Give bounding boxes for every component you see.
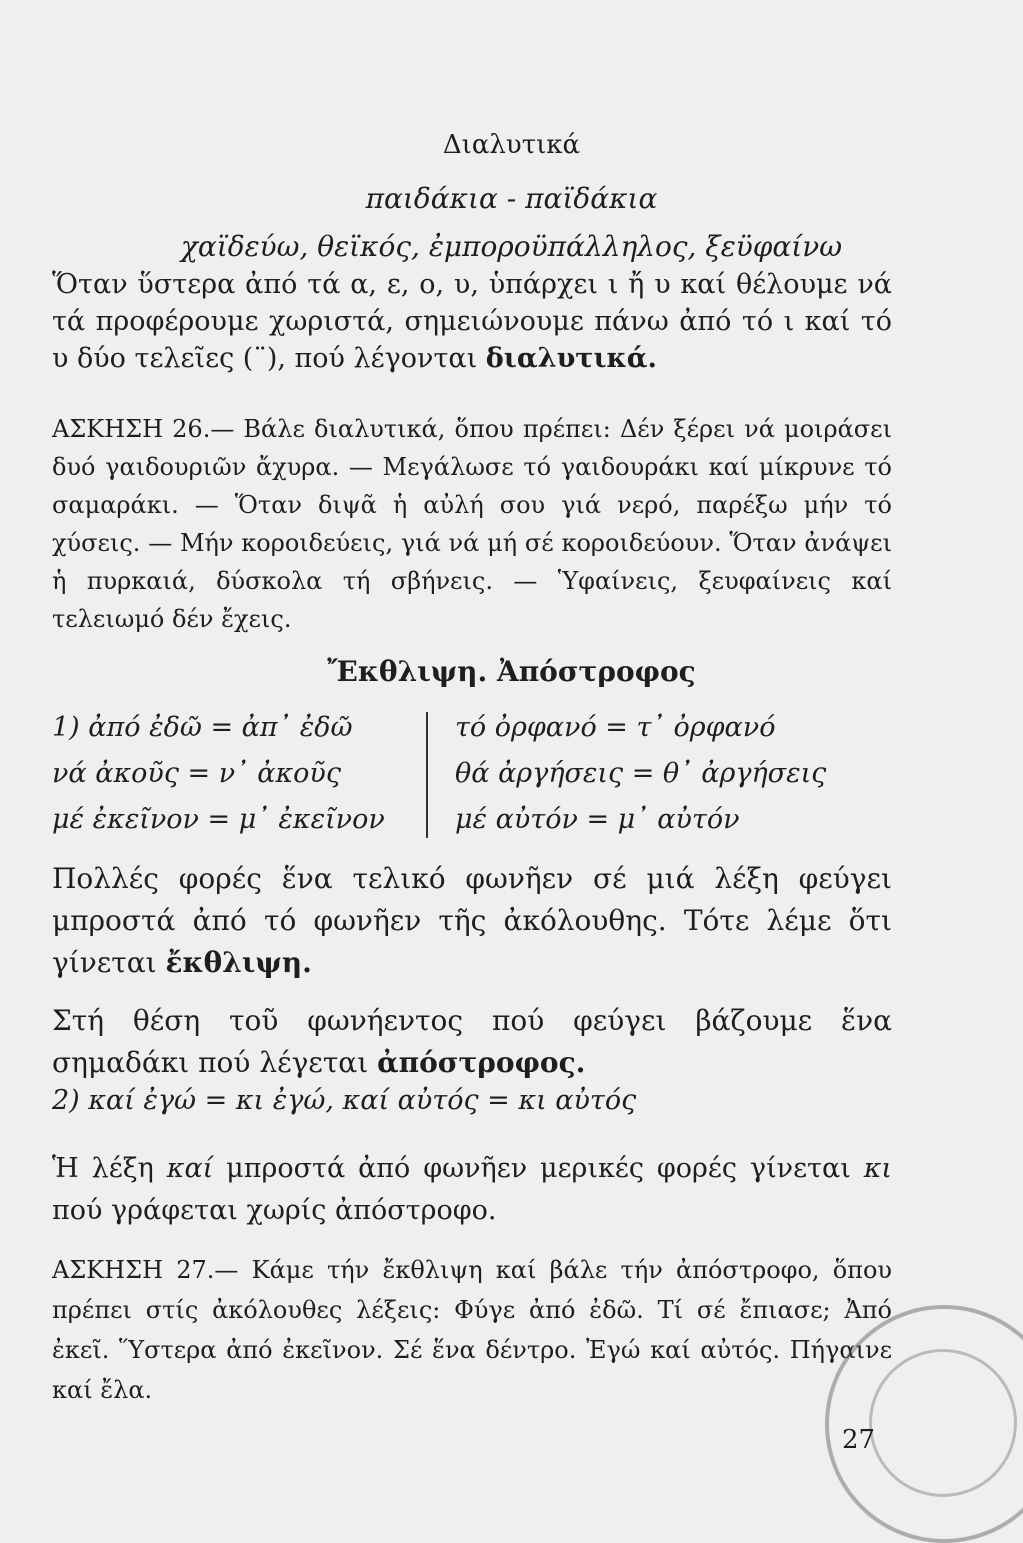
exercise-label: ΑΣΚΗΣΗ 27.— xyxy=(52,1256,252,1284)
elision-example: θά ἀργήσεις = θ᾽ ἀργήσεις xyxy=(455,758,827,789)
elision-example: μέ αὐτόν = μ᾽ αὐτόν xyxy=(455,804,740,835)
elision-example: νά ἀκοῦς = ν᾽ ἀκοῦς xyxy=(52,758,341,789)
term-apostrofos: ἀπόστροφος. xyxy=(377,1046,586,1079)
paragraph-dialytika: Ὅταν ὕστερα ἀπό τά α, ε, ο, υ, ὑπάρχει ι ἤ υ καί θέλουμε νά τά προφέρουμε χωριστά, σημειώνουμε πάνω ἀπό τό ι καί τό υ δύο τελεῖες (¨), πού λέγονται διαλυτικά. xyxy=(52,269,892,374)
elision-example: μέ ἐκεῖνον = μ᾽ ἐκεῖνον xyxy=(52,804,385,835)
example-kai-ki: 2) καί ἐγώ = κι ἐγώ, καί αὐτός = κι αὐτός xyxy=(52,1085,637,1116)
library-stamp-inner xyxy=(869,1349,1017,1497)
example-line-1: παιδάκια - παϊδάκια xyxy=(365,182,658,215)
section-heading-elision: Ἔκθλιψη. Ἀπόστροφος xyxy=(327,655,696,688)
page-number: 27 xyxy=(842,1425,876,1455)
elision-examples-left xyxy=(52,712,385,850)
elision-example: τό ὀρφανό = τ᾽ ὀρφανό xyxy=(455,712,776,743)
paragraph-apostrophe: Στή θέση τοῦ φωνήεντος πού φεύγει βάζουμε ἕνα σημαδάκι πού λέγεται ἀπόστροφος. xyxy=(52,1004,892,1079)
section-title: Διαλυτικά xyxy=(442,130,581,160)
paragraph-kai: Ἡ λέξη καί μπροστά ἀπό φωνῆεν μερικές φορές γίνεται κι πού γράφεται χωρίς ἀπόστροφο. xyxy=(52,1153,892,1226)
term-ekthlipsi: ἔκθλιψη. xyxy=(165,946,312,979)
column-divider xyxy=(426,712,428,838)
exercise-27: ΑΣΚΗΣΗ 27.— Κάμε τήν ἔκθλιψη καί βάλε τήν ἀπόστροφο, ὅπου πρέπει στίς ἀκόλουθες λέξεις: Φύγε ἀπό ἐδῶ. Τί σέ ἔπιασε; Ἀπό ἐκεῖ. Ὕστερα ἀπό ἐκεῖνον. Σέ ἕνα δέντρο. Ἐγώ καί αὐτός. Πήγαινε καί ἔλα. xyxy=(52,1256,892,1404)
paragraph-elision: Πολλές φορές ἕνα τελικό φωνῆεν σέ μιά λέξη φεύγει μπροστά ἀπό τό φωνῆεν τῆς ἀκόλουθης. Τότε λέμε ὅτι γίνεται ἔκθλιψη. xyxy=(52,862,892,979)
example-line-2: χαϊδεύω, θεϊκός, ἐμποροϋπάλληλος, ξεϋφαίνω xyxy=(180,230,843,263)
exercise-26: ΑΣΚΗΣΗ 26.— Βάλε διαλυτικά, ὅπου πρέπει: Δέν ξέρει νά μοιράσει δυό γαιδουριῶν ἄχυρα. — Μεγάλωσε τό γαιδουράκι καί μίκρυνε τό σαμαράκι. — Ὅταν διψᾶ ἡ αὐλή σου γιά νερό, παρέξω μήν τό χύσεις. — Μήν κοροιδεύεις, γιά νά μή σέ κοροιδεύουν. Ὅταν ἀνάψει ἡ πυρκαιά, δύσκολα τή σβήνεις. — Ὑφαίνεις, ξευφαίνεις καί τελειωμό δέν ἔχεις. xyxy=(52,415,892,633)
term-dialytika: διαλυτικά. xyxy=(485,343,657,374)
elision-example: 1) ἀπό ἐδῶ = ἀπ᾽ ἐδῶ xyxy=(52,712,353,743)
elision-examples-right xyxy=(455,712,826,850)
exercise-label: ΑΣΚΗΣΗ 26.— xyxy=(52,415,244,443)
